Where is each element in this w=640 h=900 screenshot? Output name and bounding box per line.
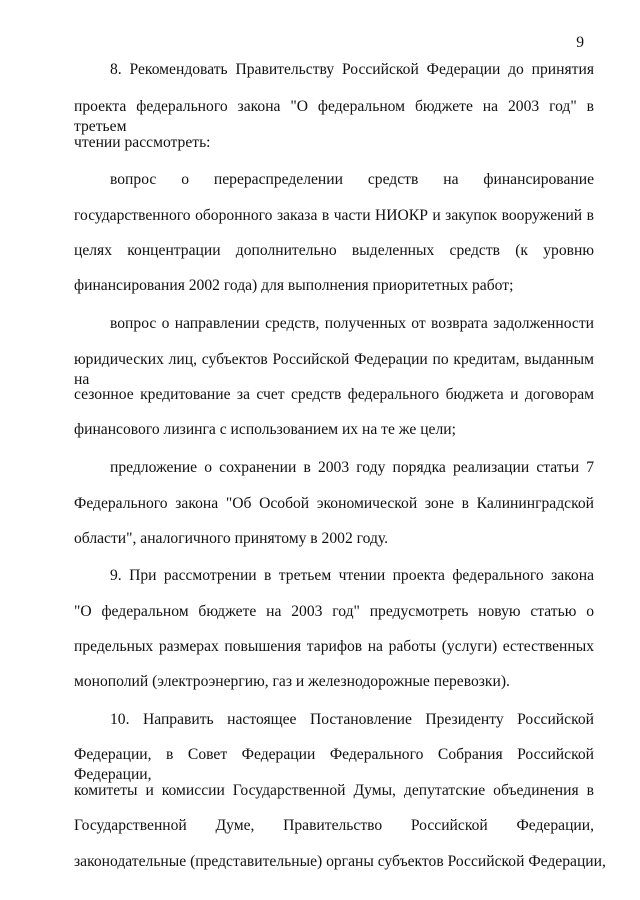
paragraph-9-line-1: 9. При рассмотрении в третьем чтении проекта федерального закона bbox=[110, 567, 594, 584]
paragraph-8b-line-1: вопрос о направлении средств, полученных от возврата задолженности bbox=[110, 315, 594, 332]
paragraph-8b-line-4: финансового лизинга с использованием их на те же цели; bbox=[74, 421, 456, 438]
paragraph-8c-line-3: области", аналогичного принятому в 2002 году. bbox=[74, 530, 389, 547]
paragraph-8c-line-1: предложение о сохранении в 2003 году порядка реализации статьи 7 bbox=[110, 459, 594, 476]
paragraph-10-line-2: Федерации, в Совет Федерации Федерального Собрания Российской Федерации, bbox=[74, 746, 594, 783]
page-number: 9 bbox=[576, 34, 584, 51]
paragraph-8-line-1: 8. Рекомендовать Правительству Российской Федерации до принятия bbox=[110, 61, 594, 78]
paragraph-10-line-1: 10. Направить настоящее Постановление Президенту Российской bbox=[110, 711, 594, 728]
paragraph-9-line-4: монополий (электроэнергию, газ и железнодорожные перевозки). bbox=[74, 673, 510, 690]
paragraph-8a-line-2: государственного оборонного заказа в части НИОКР и закупок вооружений в bbox=[74, 207, 594, 224]
paragraph-9-line-2: "О федеральном бюджете на 2003 год" предусмотреть новую статью о bbox=[74, 603, 594, 620]
paragraph-8a-line-3: целях концентрации дополнительно выделенных средств (к уровню bbox=[74, 242, 594, 259]
paragraph-8b-line-2: юридических лиц, субъектов Российской Федерации по кредитам, выданным на bbox=[74, 351, 594, 388]
paragraph-9-line-3: предельных размерах повышения тарифов на работы (услуги) естественных bbox=[74, 638, 594, 655]
paragraph-8-line-3: чтении рассмотреть: bbox=[74, 134, 211, 151]
paragraph-8b-line-3: сезонное кредитование за счет средств федерального бюджета и договорам bbox=[74, 386, 594, 403]
paragraph-8-line-2: проекта федерального закона "О федеральном бюджете на 2003 год" в третьем bbox=[74, 98, 594, 135]
paragraph-10-line-5: законодательные (представительные) органы субъектов Российской Федерации, bbox=[74, 853, 606, 870]
paragraph-8c-line-2: Федерального закона "Об Особой экономической зоне в Калининградской bbox=[74, 495, 594, 512]
paragraph-8a-line-4: финансирования 2002 года) для выполнения приоритетных работ; bbox=[74, 277, 514, 294]
paragraph-10-line-4: Государственной Думе, Правительство Российской Федерации, bbox=[74, 817, 594, 834]
paragraph-8a-line-1: вопрос о перераспределении средств на финансирование bbox=[110, 171, 594, 188]
paragraph-10-line-3: комитеты и комиссии Государственной Думы, депутатские объединения в bbox=[74, 782, 594, 799]
